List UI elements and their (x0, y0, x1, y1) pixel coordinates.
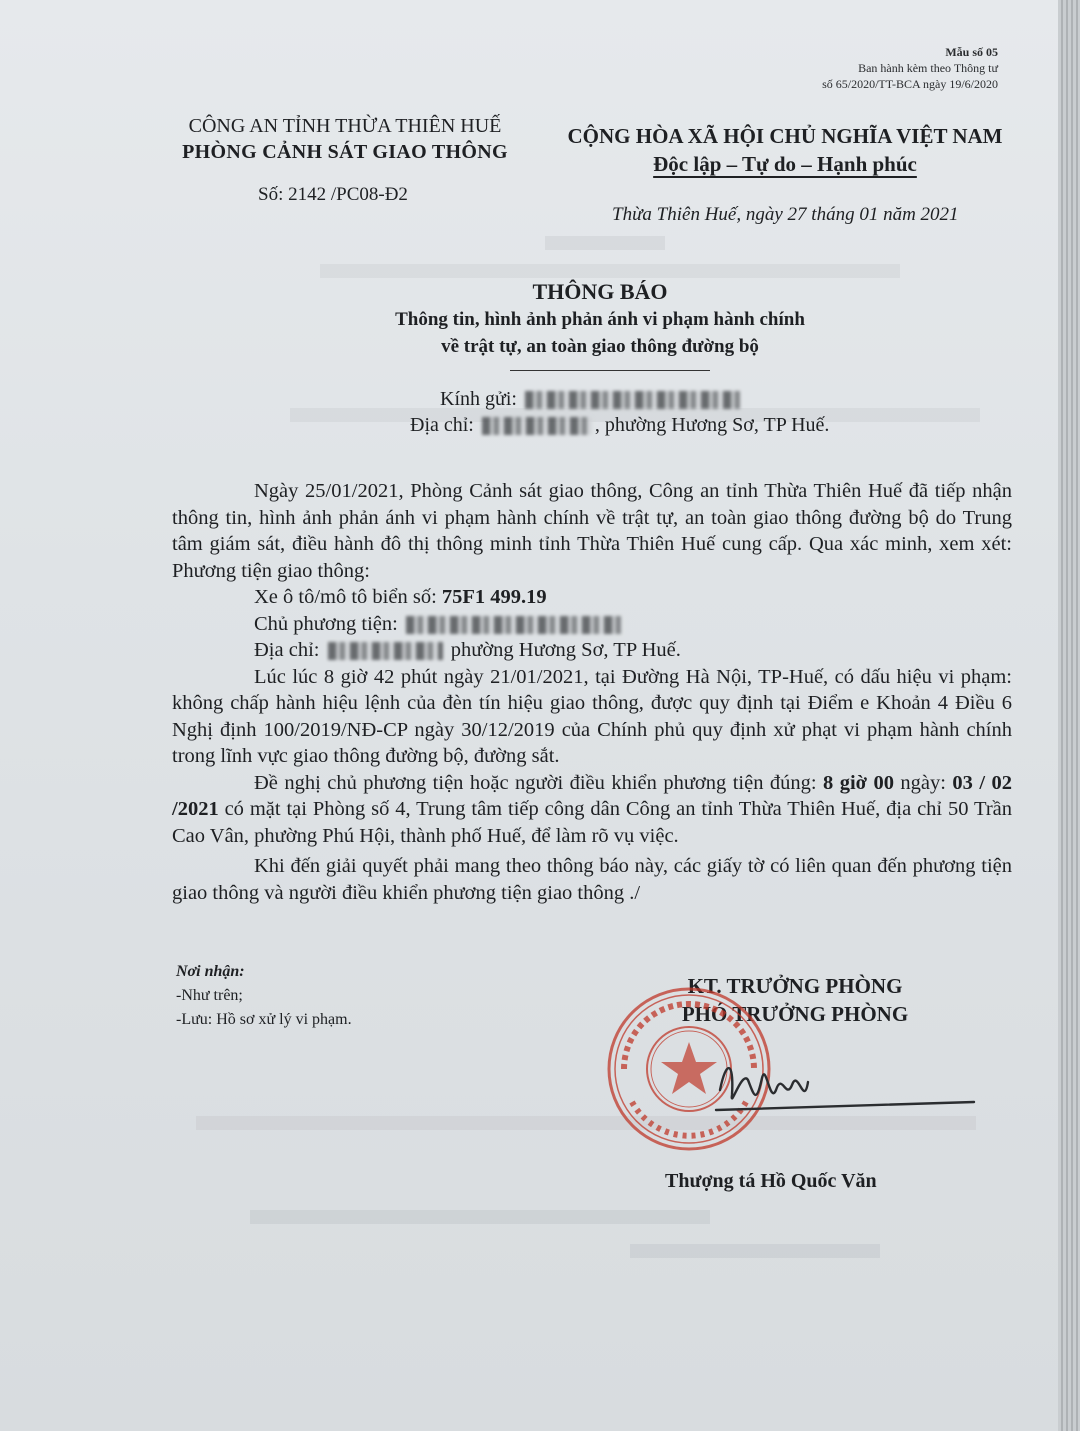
national-header (555, 122, 1015, 178)
redacted-recipient-name (525, 391, 740, 409)
redacted-owner-name (406, 616, 621, 634)
recipient-block (410, 386, 830, 438)
show-through-decoration (250, 1210, 710, 1224)
receivers-heading: Nơi nhận: (176, 963, 245, 980)
handwritten-signature-icon (712, 1050, 982, 1120)
summons-text: ngày: (893, 771, 953, 794)
agency-header (170, 113, 520, 165)
redacted-address (482, 417, 592, 435)
title-subtitle: Thông tin, hình ảnh phản ánh vi phạm hành chính (395, 309, 805, 330)
form-number: Mẫu số 05 (945, 45, 998, 59)
body-paragraph: Ngày 25/01/2021, Phòng Cảnh sát giao thông, Công an tỉnh Thừa Thiên Huế đã tiếp nhận thông tin, hình ảnh phản ánh vi phạm hành chính về trật tự, an toàn giao thông đường bộ do Trung tâm giám sát, điều hành đô thị thông minh tỉnh Thừa Thiên Huế cung cấp. Qua xác minh, xem xét: Phương tiện giao thông: (172, 480, 1012, 582)
body-paragraph: Khi đến giải quyết phải mang theo thông báo này, các giấy tờ có liên quan đến phương tiện giao thông và người điều khiển phương tiện giao thông ./ (172, 855, 1012, 904)
show-through-decoration (320, 264, 900, 278)
national-motto: Độc lập – Tự do – Hạnh phúc (653, 152, 917, 176)
body-paragraph: Lúc lúc 8 giờ 42 phút ngày 21/01/2021, tại Đường Hà Nội, TP-Huế, có dấu hiệu vi phạm: không chấp hành hiệu lệnh của đèn tín hiệu giao thông, được quy định tại Điểm e Khoản 4 Điều 6 Nghị định 100/2019/NĐ-CP ngày 30/12/2019 của Chính phủ quy định xử phạt vi phạm hành chính trong lĩnh vực giao thông đường bộ, đường sắt. (172, 665, 1012, 767)
owner-address-line (172, 637, 1012, 664)
show-through-decoration (630, 1244, 880, 1258)
document-title (170, 278, 1030, 360)
license-plate: 75F1 499.19 (441, 586, 547, 608)
title-subtitle: về trật tự, an toàn giao thông đường bộ (441, 336, 759, 357)
recipient-label: Kính gửi: (440, 388, 517, 410)
show-through-decoration (545, 236, 665, 250)
owner-line (172, 611, 1012, 638)
owner-address-tail: phường Hương Sơ, TP Huế. (445, 639, 681, 661)
summons-text: Đề nghị chủ phương tiện hoặc người điều khiển phương tiện đúng: (254, 771, 824, 794)
body-paragraph (172, 770, 1012, 850)
summons-time: 8 giờ 00 (823, 771, 894, 794)
receivers-item: -Lưu: Hồ sơ xử lý vi phạm. (176, 1011, 352, 1028)
signatory-name: Thượng tá Hồ Quốc Văn (665, 1170, 877, 1192)
receivers-block (176, 960, 352, 1032)
summons-text: có mặt tại Phòng số 4, Trung tâm tiếp công dân Công an tỉnh Thừa Thiên Huế, địa chỉ 50 Trần Cao Vân, phường Phú Hội, thành phố Huế, để làm rõ vụ việc. (172, 798, 1012, 847)
form-number-block (822, 44, 998, 92)
form-issued-line: Ban hành kèm theo Thông tư (858, 61, 998, 75)
address-label: Địa chỉ: (410, 414, 474, 436)
owner-address-label: Địa chỉ: (254, 639, 320, 661)
paper-stack-edge (1058, 0, 1080, 1431)
signatory-title-line: KT. TRƯỞNG PHÒNG (687, 974, 903, 998)
document-number: Số: 2142 /PC08-Đ2 (258, 184, 408, 205)
receivers-item: -Như trên; (176, 987, 243, 1004)
agency-department: PHÒNG CẢNH SÁT GIAO THÔNG (182, 141, 508, 163)
signatory-title-line: PHÓ TRƯỞNG PHÒNG (681, 1002, 909, 1026)
vehicle-line (172, 584, 1012, 611)
national-title: CỘNG HÒA XÃ HỘI CHỦ NGHĨA VIỆT NAM (567, 124, 1003, 148)
vehicle-label: Xe ô tô/mô tô biển số: (254, 586, 442, 608)
place-and-date: Thừa Thiên Huế, ngày 27 tháng 01 năm 2021 (612, 204, 959, 225)
owner-label: Chủ phương tiện: (254, 612, 398, 635)
form-issued-line: số 65/2020/TT-BCA ngày 19/6/2020 (822, 77, 998, 91)
title-main: THÔNG BÁO (532, 279, 668, 304)
notice-body (172, 478, 1012, 906)
summons-date: 03 / 02 /2021 (172, 771, 1013, 820)
agency-parent: CÔNG AN TỈNH THỪA THIÊN HUẾ (188, 115, 502, 137)
redacted-owner-address (328, 642, 443, 660)
recipient-address-tail: , phường Hương Sơ, TP Huế. (594, 414, 830, 436)
title-divider (510, 370, 710, 371)
